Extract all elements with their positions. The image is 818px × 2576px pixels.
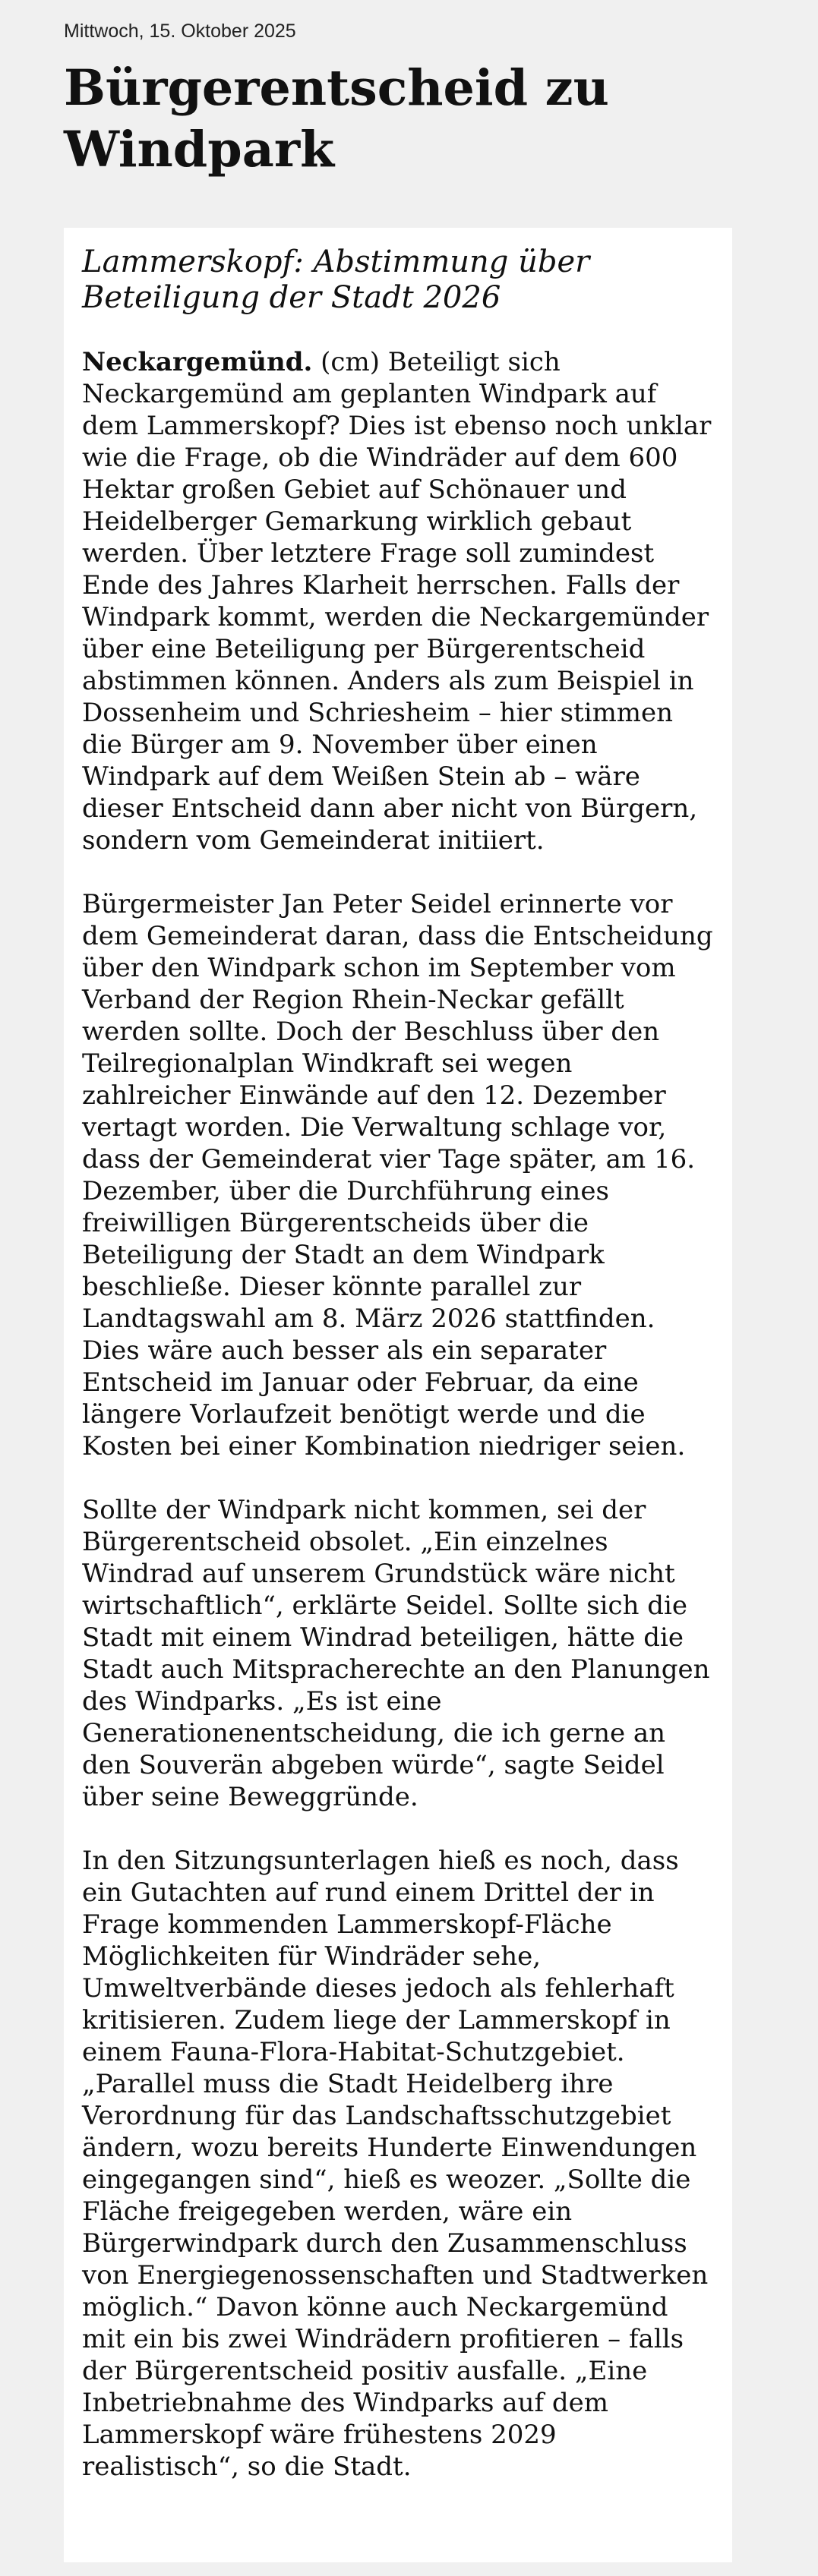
article-paragraph-2: Bürgermeister Jan Peter Seidel erinnerte vor dem Gemeinderat daran, dass die Entscheidung über den Windpark schon im September vom Verband der Region Rhein-Neckar gefällt werden sollte. Doch der Beschluss über den Teilregionalplan Windkraft sei wegen zahlreicher Einwände auf den 12. Dezember vertagt worden. Die Verwaltung schlage vor, dass der Gemeinderat vier Tage später, am 16. Dezember, über die Durchführung eines freiwilligen Bürgerentscheids über die Beteiligung der Stadt an dem Windpark beschließe. Dieser könnte parallel zur Landtagswahl am 8. März 2026 stattfinden. Dies wäre auch besser als ein separater Entscheid im Januar oder Februar, da eine längere Vorlaufzeit benötigt werde und die Kosten bei einer Kombination niedriger seien. — [82, 889, 713, 1461]
paragraph-1-text: (cm) Beteiligt sich Neckargemünd am geplanten Windpark auf dem Lammerskopf? Dies ist ebenso noch unklar wie die Frage, ob die Windräder auf dem 600 Hektar großen Gebiet auf Schönauer und Heidelberger Gemarkung wirklich gebaut werden. Über letztere Frage soll zumindest Ende des Jahres Klarheit herrschen. Falls der Windpark kommt, werden die Neckargemünder über eine Beteiligung per Bürgerentscheid abstimmen können. Anders als zum Beispiel in Dossenheim und Schriesheim – hier stimmen die Bürger am 9. November über einen Windpark auf dem Weißen Stein ab – wäre dieser Entscheid dann aber nicht von Bürgern, sondern vom Gemeinderat initiiert. — [82, 347, 712, 856]
article-paragraph-3: Sollte der Windpark nicht kommen, sei der Bürgerentscheid obsolet. „Ein einzelnes Windrad auf unserem Grundstück wäre nicht wirtschaftlich“, erklärte Seidel. Sollte sich die Stadt mit einem Windrad beteiligen, hätte die Stadt auch Mitspracherechte an den Planungen des Windparks. „Es ist eine Generationenentscheidung, die ich gerne an den Souverän abgeben würde“, sagte Seidel über seine Beweggründe. — [82, 1495, 710, 1812]
article-paragraph-1 — [82, 346, 714, 856]
dateline-location: Neckargemünd. — [82, 347, 313, 377]
article-body — [82, 244, 714, 2483]
article-headline: Bürgerentscheid zu Windpark — [64, 59, 609, 178]
article-subheadline: Lammerskopf: Abstimmung über Beteiligung der Stadt 2026 — [82, 244, 590, 315]
article-paragraph-4: In den Sitzungsunterlagen hieß es noch, dass ein Gutachten auf rund einem Drittel der in Frage kommenden Lammerskopf-Fläche Möglichkeiten für Windräder sehe, Umweltverbände dieses jedoch als fehlerhaft kritisieren. Zudem liege der Lammerskopf in einem Fauna-Flora-Habitat-Schutzgebiet. „Parallel muss die Stadt Heidelberg ihre Verordnung für das Landschaftsschutzgebiet ändern, wozu bereits Hunderte Einwendungen eingegangen sind“, hieß es weozer. „Sollte die Fläche freigegeben werden, wäre ein Bürgerwindpark durch den Zusammenschluss von Energiegenossenschaften und Stadtwerken möglich.“ Davon könne auch Neckargemünd mit ein bis zwei Windrädern profitieren – falls der Bürgerentscheid positiv ausfalle. „Eine Inbetriebnahme des Windparks auf dem Lammerskopf wäre frühestens 2029 realistisch“, so die Stadt. — [82, 1846, 709, 2482]
publication-date: Mittwoch, 15. Oktober 2025 — [64, 20, 296, 42]
article-card — [64, 228, 732, 2562]
